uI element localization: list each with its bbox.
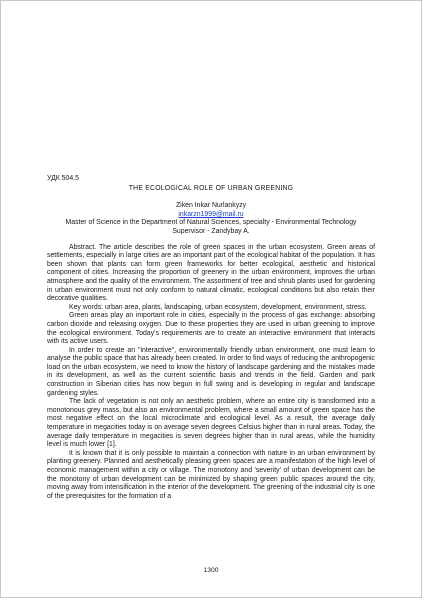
supervisor: Supervisor - Zandybay A. [172, 227, 250, 235]
page-number: 1300 [203, 567, 219, 574]
body-paragraph: Green areas play an important role in cities, especially in the process of gas exchange: absorbing carbon dioxide and releasing oxygen. Due to these properties they are used in urban greening to improve the ecological environment. Today's requirements are to create an interactive environment that interacts with its active users. [47, 312, 375, 346]
abstract-paragraph: Abstract. The article describes the role of green spaces in the urban ecosystem. Green areas of settlements, especially in large cities are an important part of the ecological habitat of the population. It has been shown that plants can form green frameworks for better ecological, aesthetic and historical component of cities. Increasing the proportion of greenery in the urban environment, improves the urban atmosphere and the quality of the environment. The assortment of tree and shrub plants used for gardening in urban environment must not only conform to natural climatic, ecological conditions but also retain their decorative qualities. [47, 243, 375, 303]
author-email-link[interactable]: inkarzn1999@mail.ru [178, 210, 244, 218]
keywords-paragraph: Key words: urban area, plants, landscaping, urban ecosystem, development, environment, stress. [69, 303, 367, 311]
author-affiliation: Master of Science in the Department of Natural Sciences, specialty - Environmental Technology [65, 219, 357, 227]
article-body [47, 175, 375, 501]
article-title: THE ECOLOGICAL ROLE OF URBAN GREENING [128, 184, 294, 192]
author-name: Ziken Inkar Nurlankyzy [175, 202, 247, 210]
body-paragraph: The lack of vegetation is not only an aesthetic problem, where an entire city is transformed into a monotonous grey mass, but also an environmental problem, where a small amount of green space has the most negative effect on the local microclimate and ecological level. As a result, the average daily temperature in megacities today is on average seven degrees Celsius higher than in rural areas. Today, the average daily temperature in megacities is seven degrees higher than in rural areas, while the humidity level is much lower [1]. [47, 398, 375, 449]
udk-code: УДК 504.5 [47, 175, 79, 182]
author-email-line [47, 211, 375, 220]
body-paragraph: It is known that it is only possible to maintain a connection with nature in an urban environment by planting greenery. Planned and aesthetically pleasing green spaces are a manifestation of the high level of economic management within a city or village. The monotony and 'severity' of urban development can be the monotony of urban development can be minimized by shaping green public spaces around the city, moving away from intensification in the interior of the development. The greening of the industrial city is one of the prerequisites for the formation of a [47, 449, 375, 500]
body-paragraph: In order to create an "interactive", environmentally friendly urban environment, one must learn to analyse the public space that has already been created. In order to find ways of reducing the anthropogenic load on the urban ecosystem, we need to know the history of landscape gardening and the mistakes made in its development, as well as the current scientific basis and trends in the field. Garden and park construction in Siberian cities has now begun in full swing and is developing in regular and landscape gardening styles. [47, 346, 375, 397]
